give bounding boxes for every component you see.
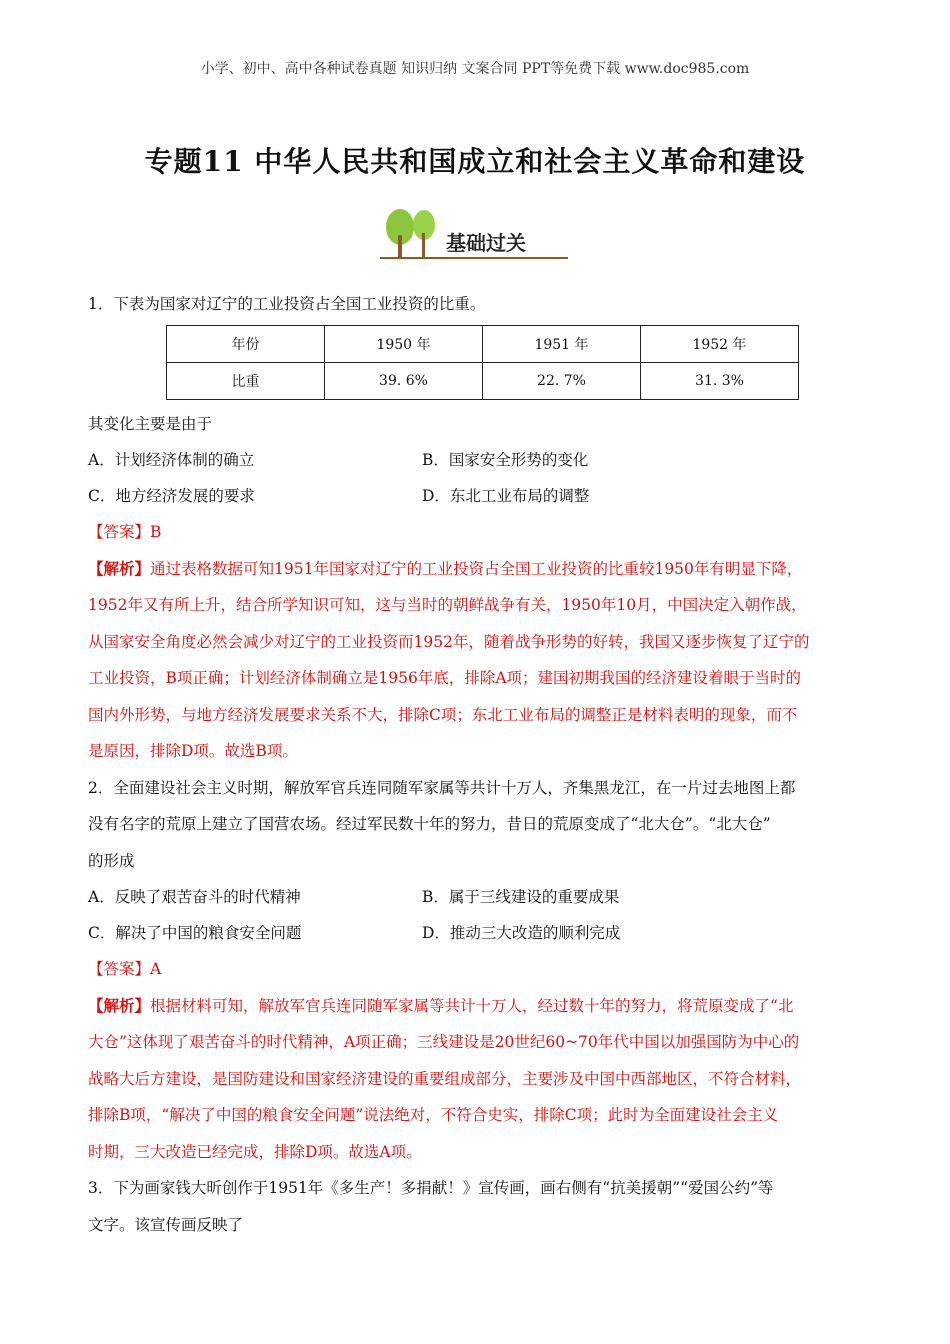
q2-analysis-line — [88, 988, 868, 1025]
q2-answer: 【答案】A — [88, 960, 162, 978]
q3-stem-line: 3．下为画家钱大昕创作于1951年《多生产！多捐献！》宣传画，画右侧有“抗美援朝”“爱国公约”等 — [88, 1179, 774, 1197]
q2-option-a: A．反映了艰苦奋斗的时代精神 — [88, 888, 301, 906]
q1-analysis-line: 从国家安全角度必然会减少对辽宁的工业投资而1952年，随着战争形势的好转，我国又逐步恢复了辽宁的 — [88, 632, 810, 651]
q1-analysis-line: 工业投资，B项正确；计划经济体制确立是1956年底，排除A项；建国初期我国的经济建设着眼于当时的 — [88, 669, 802, 687]
q1-analysis-text: 通过表格数据可知1951年国家对辽宁的工业投资占全国工业投资的比重较1950年有明显下降， — [150, 559, 803, 578]
banner-label: 基础过关 — [446, 231, 526, 255]
table-row — [167, 362, 799, 399]
q1-analysis-line: 1952年又有所上升，结合所学知识可知，这与当时的朝鲜战争有关，1950年10月，中国决定入朝作战， — [88, 596, 807, 614]
q1-stem: 1．下表为国家对辽宁的工业投资占全国工业投资的比重。 — [88, 295, 486, 313]
q2-analysis-text: 根据材料可知，解放军官兵连同随军家属等共计十万人，经过数十年的努力，将荒原变成了“北 — [150, 996, 794, 1015]
q2-analysis-line: 战略大后方建设，是国防建设和国家经济建设的重要组成部分，主要涉及中国中西部地区，不符合材料， — [88, 1069, 802, 1088]
q1-option-b: B．国家安全形势的变化 — [422, 451, 589, 469]
q3-stem-line: 文字。该宣传画反映了 — [88, 1215, 244, 1234]
table-cell: 22. 7% — [483, 362, 641, 399]
q1-analysis-line: 是原因，排除D项。故选B项。 — [88, 742, 298, 760]
content — [88, 286, 868, 1243]
q2-stem-line: 没有名字的荒原上建立了国营农场。经过军民数十年的努力，昔日的荒原变成了“北大仓”。“北大仓” — [88, 815, 771, 833]
q1-option-c: C．地方经济发展的要求 — [88, 487, 255, 505]
analysis-tag: 【解析】 — [88, 558, 151, 578]
table-cell: 1950 年 — [325, 325, 483, 362]
page-title: 专题11 中华人民共和国成立和社会主义革命和建设 — [144, 145, 806, 178]
table-row — [167, 325, 799, 362]
q2-option-d: D．推动三大改造的顺利完成 — [422, 924, 621, 942]
table-cell: 31. 3% — [641, 362, 799, 399]
table-cell: 比重 — [167, 362, 325, 399]
section-banner — [378, 207, 572, 261]
q1-analysis-line: 国内外形势，与地方经济发展要求关系不大，排除C项；东北工业布局的调整正是材料表明的现象，而不 — [88, 705, 798, 724]
q2-options-row — [88, 915, 868, 951]
q2-option-c: C．解决了中国的粮食安全问题 — [88, 924, 302, 942]
site-header: 小学、初中、高中各种试卷真题 知识归纳 文案合同 PPT等免费下载 www.doc985.com — [200, 61, 750, 77]
q1-analysis-line — [88, 551, 868, 588]
table-cell: 39. 6% — [325, 362, 483, 399]
q1-options-row — [88, 442, 868, 478]
table-cell: 年份 — [167, 325, 325, 362]
q2-stem-line: 2．全面建设社会主义时期，解放军官兵连同随军家属等共计十万人，齐集黑龙江，在一片过去地图上都 — [88, 778, 796, 797]
q1-table — [166, 325, 799, 400]
q1-prompt: 其变化主要是由于 — [88, 414, 213, 433]
q2-analysis-line: 时期，三大改造已经完成，排除D项。故选A项。 — [88, 1142, 422, 1161]
analysis-tag: 【解析】 — [88, 995, 151, 1015]
q2-analysis-line: 大仓”这体现了艰苦奋斗的时代精神，A项正确；三线建设是20世纪60~70年代中国以加强国防为中心的 — [88, 1033, 800, 1051]
q1-option-d: D．东北工业布局的调整 — [422, 487, 590, 505]
q2-analysis-line: 排除B项，“解决了中国的粮食安全问题”说法绝对，不符合史实，排除C项；此时为全面建设社会主义 — [88, 1106, 779, 1124]
q2-stem-line: 的形成 — [88, 851, 135, 870]
table-cell: 1951 年 — [483, 325, 641, 362]
q1-option-a: A．计划经济体制的确立 — [88, 451, 255, 469]
q2-options-row — [88, 879, 868, 915]
q1-answer: 【答案】B — [88, 523, 162, 541]
q1-options-row — [88, 478, 868, 514]
q2-option-b: B．属于三线建设的重要成果 — [422, 888, 620, 906]
table-cell: 1952 年 — [641, 325, 799, 362]
